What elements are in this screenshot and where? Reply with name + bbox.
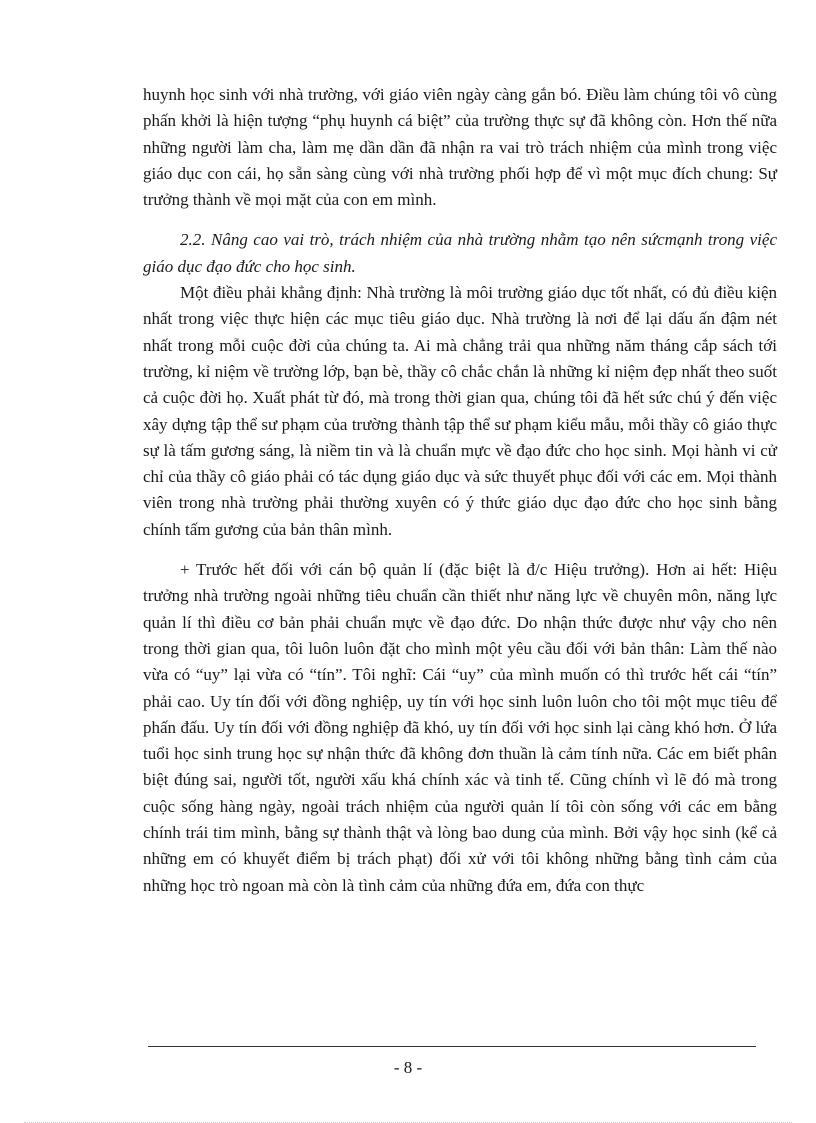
paragraph-school-environment: Một điều phải khẳng định: Nhà trường là môi trường giáo dục tốt nhất, có đủ điều kiện nhất trong việc thực hiện các mục tiêu giáo dục. Nhà trường là nơi để lại dấu ấn đậm nét nhất trong mỗi cuộc đời của chúng ta. Ai mà chẳng trải qua những năm tháng cắp sách tới trường, kỉ niệm về trường lớp, bạn bè, thầy cô chắc chắn là những kỉ niệm đẹp nhất theo suốt cả cuộc đời họ. Xuất phát từ đó, mà trong thời gian qua, chúng tôi đã hết sức chú ý đến việc xây dựng tập thể sư phạm của trường thành tập thể sư phạm kiểu mẫu, mỗi thầy cô giáo thực sự là tấm gương sáng, là niềm tin và là chuẩn mực về đạo đức cho học sinh. Mọi hành vi cử chỉ của thầy cô giáo phải có tác dụng giáo dục và sức thuyết phục đối với các em. Mọi thành viên trong nhà trường phải thường xuyên có ý thức giáo dục đạo đức cho học sinh bằng chính tấm gương của bản thân mình. <box>143 283 777 539</box>
footer-divider <box>148 1046 756 1047</box>
paragraph-management-staff: + Trước hết đối với cán bộ quản lí (đặc biệt là đ/c Hiệu trưởng). Hơn ai hết: Hiệu trưởng nhà trường ngoài những tiêu chuẩn cần thiết như năng lực về chuyên môn, năng lực quản lí thì điều cơ bản phải chuẩn mực về đạo đức. Do nhận thức được như vậy cho nên trong thời gian qua, tôi luôn luôn đặt cho mình một yêu cầu đối với bản thân: Làm thế nào vừa có “uy” lại vừa có “tín”. Tôi nghĩ: Cái “uy” của mình muốn có thì trước hết cái “tín” phải cao. Uy tín đối với đồng nghiệp, uy tín với học sinh luôn luôn cho tôi một mục tiêu để phấn đấu. Uy tín đối với đồng nghiệp đã khó, uy tín đối với học sinh lại càng khó hơn. Ở lứa tuổi học sinh trung học sự nhận thức đã không đơn thuần là cảm tính nữa. Các em biết phân biệt đúng sai, người tốt, người xấu khá chính xác và tinh tế. Cũng chính vì lẽ đó mà trong cuộc sống hàng ngày, ngoài trách nhiệm của người quản lí tôi còn sống với các em bằng chính trái tim mình, bằng sự thành thật và lòng bao dung của mình. Bởi vậy học sinh (kể cả những em có khuyết điểm bị trách phạt) đối xử với tôi không những bằng tình cảm của những học trò ngoan mà còn là tình cảm của những đứa em, đứa con thực <box>143 560 777 895</box>
page-body <box>143 82 777 899</box>
page-number: - 8 - <box>393 1058 423 1077</box>
paragraph-continuation: huynh học sinh với nhà trường, với giáo viên ngày càng gắn bó. Điều làm chúng tôi vô cùng phấn khởi là hiện tượng “phụ huynh cá biệt” của trường thực sự đã không còn. Hơn thế nữa những người làm cha, làm mẹ dần dần đã nhận ra vai trò trách nhiệm của mình trong việc giáo dục con cái, họ sẵn sàng cùng với nhà trường phối hợp để vì một mục đích chung: Sự trưởng thành về mọi mặt của con em mình. <box>143 85 777 210</box>
section-heading-2-2: 2.2. Nâng cao vai trò, trách nhiệm của nhà trường nhằm tạo nên sứcmạnh trong việc giáo dục đạo đức cho học sinh. <box>143 230 777 276</box>
